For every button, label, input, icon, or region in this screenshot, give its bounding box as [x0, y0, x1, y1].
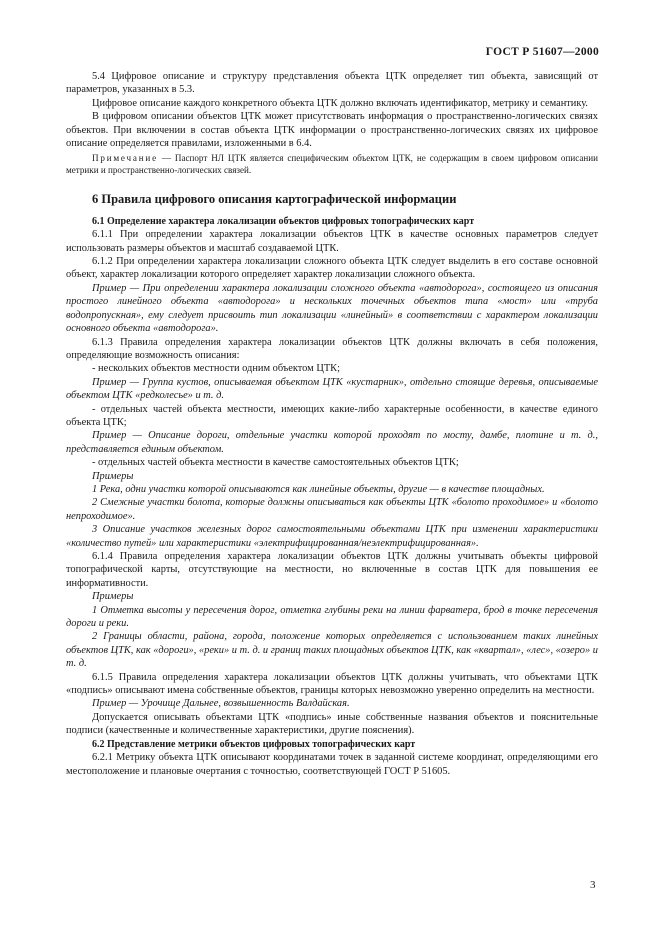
paragraph: 6.1.3 Правила определения характера локализации объектов ЦТК должны включать в себя положения, определяющие возможность описания:	[66, 336, 598, 361]
section-title: 6 Правила цифрового описания картографической информации	[92, 192, 457, 207]
subsection-title: 6.1 Определение характера локализации объектов цифровых топографических карт	[92, 215, 475, 227]
example: Пример — Урочище Дальнее, возвышенность Валдайская.	[92, 698, 350, 710]
document-header: ГОСТ Р 51607—2000	[485, 46, 599, 58]
page-number: 3	[590, 879, 596, 891]
example: 2 Смежные участки болота, которые должны описываться как объекты ЦТК «болото проходимое» и «болото непроходимое».	[66, 497, 598, 522]
example: 2 Границы области, района, города, положение которых определяется с использованием таких линейных объектов ЦТК, как «дороги», «реки» и т. д. и границ таких площадных объектов ЦТК, как «квартал», «лес», «озеро» и т. д.	[66, 631, 598, 670]
example: 1 Река, одни участки которой описываются как линейные объекты, другие — в качестве площадных.	[92, 483, 545, 495]
example: Пример — При определении характера локализации сложного объекта «автодорога», состоящего из описания простого линейного объекта «автодорога» и нескольких точечных объектов типа «мост» или «труба водопропускная», ему следует присвоить тип локализации «линейный» в соответствии с характером локализации основного объекта «автодорога».	[66, 282, 598, 335]
example: Пример — Группа кустов, описываемая объектом ЦТК «кустарник», отдельно стоящие деревья, описываемые объектом ЦТК «редколесье» и т. д.	[66, 376, 598, 402]
examples-heading: Примеры	[92, 470, 134, 482]
page-content	[66, 70, 598, 778]
note-text: — Паспорт НЛ ЦТК является специфическим объектом ЦТК, не содержащим в своем цифровом описании метрики и пространственно-логических связей.	[66, 153, 598, 176]
list-item: - отдельных частей объекта местности в качестве самостоятельных объектов ЦТК;	[92, 457, 459, 469]
note	[66, 152, 598, 176]
paragraph: 6.2.1 Метрику объекта ЦТК описывают координатами точек в заданной системе координат, определяющими его местоположение и плановые очертания с точностью, соответствующей ГОСТ Р 51605.	[66, 752, 598, 777]
list-item: - нескольких объектов местности одним объектом ЦТК;	[92, 363, 340, 375]
paragraph: 6.1.1 При определении характера локализации объектов ЦТК в качестве основных параметров следует использовать размеры объектов и масштаб создаваемой ЦТК.	[66, 229, 598, 254]
paragraph: В цифровом описании объектов ЦТК может присутствовать информация о пространственно-логических связях объектов. При включении в состав объекта ЦТК информации о пространственно-логических связях их цифровое описание определяется правилами, изложенными в 6.4.	[66, 111, 598, 150]
examples-heading: Примеры	[92, 591, 134, 603]
paragraph: 6.1.4 Правила определения характера локализации объектов ЦТК должны учитывать объекты цифровой топографической карты, отсутствующие на местности, но включенные в состав ЦТК для повышения ее информативности.	[66, 551, 598, 589]
example: 3 Описание участков железных дорог самостоятельными объектами ЦТК при изменении характеристики «количество путей» или характеристики «электрифицированная/неэлектрифицированная».	[66, 524, 598, 549]
note-label: Примечание	[92, 153, 158, 164]
paragraph: 5.4 Цифровое описание и структуру представления объекта ЦТК определяет тип объекта, зависящий от параметров, указанных в 5.3.	[66, 71, 598, 96]
example: 1 Отметка высоты у пересечения дорог, отметка глубины реки на линии фарватера, брод в точке пересечения дороги и реки.	[66, 604, 598, 630]
example: Пример — Описание дороги, отдельные участки которой проходят по мосту, дамбе, плотине и т. д., представляется единым объектом.	[66, 430, 598, 455]
paragraph: Цифровое описание каждого конкретного объекта ЦТК должно включать идентификатор, метрику и семантику.	[92, 97, 589, 109]
paragraph: 6.1.2 При определении характера локализации сложного объекта ЦТК следует выделить в его составе основной объект, характер локализации которого определяет характер локализации сложного объекта.	[66, 256, 598, 281]
list-item: - отдельных частей объекта местности, имеющих какие-либо характерные особенности, в качестве единого объекта ЦТК;	[66, 403, 598, 428]
paragraph: 6.1.5 Правила определения характера локализации объектов ЦТК должны учитывать, что объектами ЦТК «подпись» описывают имена собственные объектов, границы которых невозможно уверенно определить на местности.	[66, 671, 598, 697]
subsection-title: 6.2 Представление метрики объектов цифровых топографических карт	[92, 738, 416, 750]
paragraph: Допускается описывать объектами ЦТК «подпись» иные собственные названия объектов и пояснительные подписи (качественные и количественные характеристики, другие пояснения).	[66, 711, 598, 737]
